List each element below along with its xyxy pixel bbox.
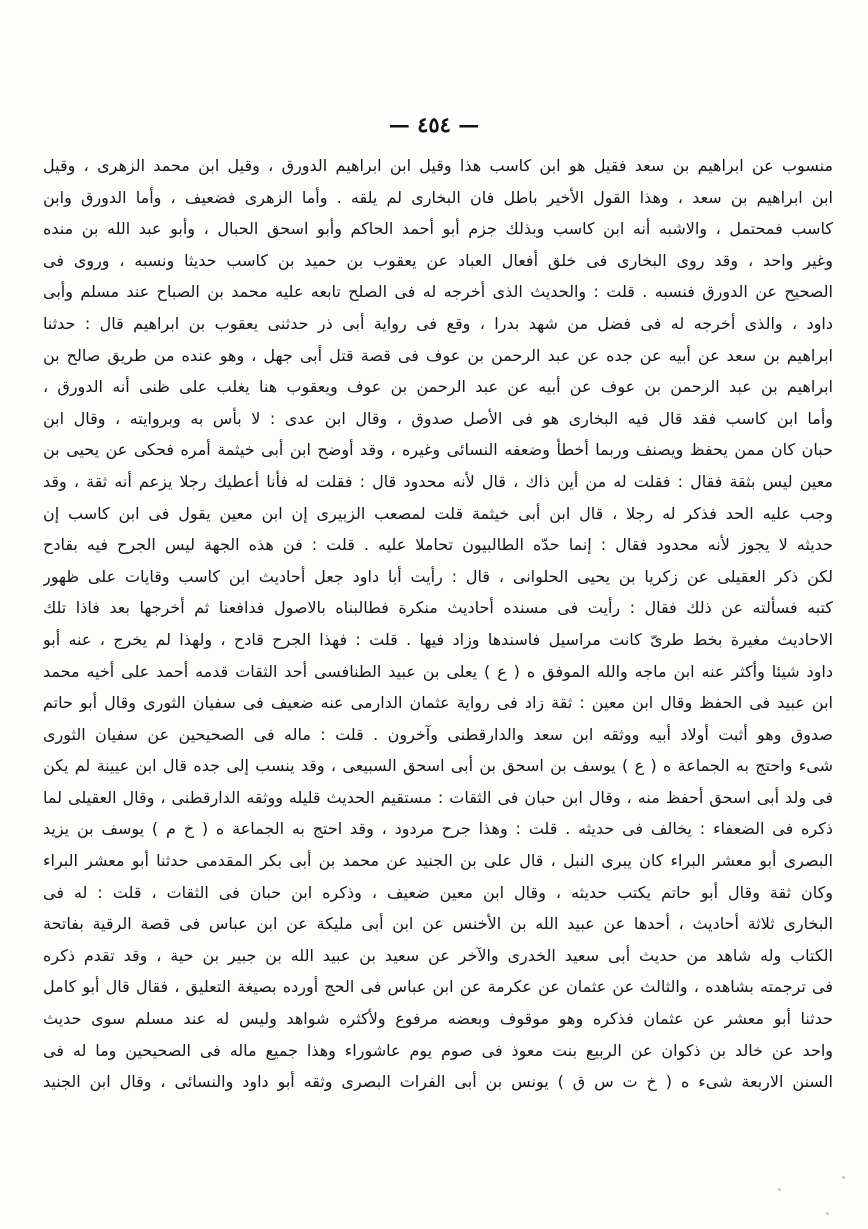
text-line: البصرى أبو معشر البراء كان يبرى النبل ، قال على بن الجنيد عن محمد بن أبى بكر المقدمى حدثنا أبو معشر البراء <box>43 851 833 871</box>
page-number: — ٤٥٤ — <box>388 112 480 137</box>
text-line: البخارى ثلاثة أحاديث ، أحدها عن عبيد الله بن الأخنس عن ابن أبى مليكة عن ابن عباس فى قصة الرقية بفاتحة <box>43 914 833 934</box>
text-line: داود ، والذى أخرجه له فى فضل من شهد بدرا ، وقع فى رواية أبى ذر حدثنى يعقوب بن ابراهيم قال : حدثنا <box>43 313 833 333</box>
text-line: فى ترجمته بشاهده ، والثالث عن عثمان عن عكرمة عن ابن عباس فى الحج أورده بصيغة التعليق ، فقال قال أبو كامل <box>43 977 833 997</box>
scan-speck <box>842 1176 845 1179</box>
text-line: ابن ابراهيم بن سعد ، وهذا القول الأخير باطل فان البخارى لم يلقه . وأما الزهرى فضعيف ، وأما الدورق وابن <box>43 187 833 207</box>
text-line: ذكره فى الضعفاء : يخالف فى حديثه . قلت : وهذا جرح مردود ، وقد احتج به الجماعة ه ( خ م ) يوسف بن يزيد <box>43 819 833 839</box>
scan-speck <box>826 1212 829 1215</box>
text-line: حدثنا أبو معشر عن عثمان فذكره وهو موقوف وبعضه مرفوع ولأكثره شواهد وليس له عند مسلم سوى حديث <box>43 1009 833 1029</box>
text-line: واحد عن خالد بن ذكوان عن الربيع بنت معوذ فى صوم يوم عاشوراء وهذا جميع ماله فى الصحيحين وما له فى <box>43 1040 833 1060</box>
text-line: السنن الاربعة شىء ه ( خ ت س ق ) يونس بن أبى الفرات البصرى وثقه أبو داود والنسائى ، وقال ابن الجنيد <box>43 1072 833 1092</box>
text-line: شىء واحتج به الجماعة ه ( ع ) يوسف بن اسحق بن أبى اسحق السبيعى ، وقد ينسب إلى جده قال ابن عيينة لم يكن <box>43 756 833 776</box>
text-line: الكتاب وله شاهد من حديث أبى سعيد الخدرى والآخر عن سعيد بن عبيد الله بن جبير بن حية ، وقد تقدم ذكره <box>43 945 833 965</box>
text-line: داود شيئا وأكثر عنه ابن ماجه والله الموفق ه ( ع ) يعلى بن عبيد الطنافسى أحد الثقات قدمه أحمد على أخيه محمد <box>43 661 833 681</box>
text-line: لكن ذكر العقيلى عن زكريا بن يحيى الحلوانى ، قال : رأيت أبا داود جعل أحاديث ابن كاسب وقايات على ظهور <box>43 566 833 586</box>
text-line: الاحاديث مغيرة بخط طرىّ كانت مراسيل فاسندها وزاد فيها . قلت : فهذا الجرح قادح ، ولهذا لم يخرج ، عنه أبو <box>43 629 833 649</box>
text-line: حبان كان ممن يحفظ ويصنف وربما أخطأ وضعفه النسائى وغيره ، وقد أوضح ابن أبى خيثمة أمره فحكى عن يحيى بن <box>43 440 833 460</box>
text-line: صدوق وهو أثبت أولاد أبيه ووثقه ابن سعد والدارقطنى وآخرون . قلت : ماله فى الصحيحين عن سفيان الثورى <box>43 724 833 744</box>
text-line: وجب عليه الحد فذكر له رجلا ، قال ابن أبى خيثمة قلت لمصعب الزبيرى إن ابن معين يقول فى ابن كاسب إن <box>43 503 833 523</box>
text-line: الصحيح عن الدورق فنسبه . قلت : والحديث الذى أخرجه له فى الصلح تابعه عليه محمد بن الصباح عند مسلم وأبى <box>43 282 833 302</box>
text-line: وأما ابن كاسب فقد قال فيه البخارى هو فى الأصل صدوق ، وقال ابن عدى : لا بأس به وبروايته ، وقال ابن <box>43 408 833 428</box>
text-line: ابن عبيد فى الحفظ وقال ابن معين : ثقة زاد فى رواية عثمان الدارمى عنه ضعيف فى سفيان الثورى وقال أبو حاتم <box>43 693 833 713</box>
text-line: ابراهيم بن سعد عن أبيه عن جده عن عبد الرحمن بن عوف فى قصة قتل أبى جهل ، وهو عنده من طريق صالح بن <box>43 345 833 365</box>
text-line: وكان ثقة وقال أبو حاتم يكتب حديثه ، وقال ابن معين ضعيف ، وذكره ابن حبان فى الثقات ، قلت : له فى <box>43 882 833 902</box>
text-line: معين ليس بثقة فقال : فقلت له من أين ذاك ، قال لأنه محدود قال : فقلت له فأنا أعطيك رجلا يزعم أنه ثقة ، وقد <box>43 471 833 491</box>
text-line: منسوب عن ابراهيم بن سعد فقيل هو ابن كاسب هذا وقيل ابن ابراهيم الدورق ، وقيل ابن محمد الزهرى ، وقيل <box>43 156 833 175</box>
text-line: ابراهيم بن عبد الرحمن بن عوف عن أبيه عن عبد الرحمن بن عوف ويعقوب هنا يغلب على ظنى أنه الدورق ، <box>43 377 833 397</box>
text-line: فى ولد أبى اسحق أحفظ منه ، وقال ابن حبان فى الثقات : مستقيم الحديث قليله ووثقه الدارقطنى ، وقال العقيلى لما <box>43 787 833 807</box>
text-line: كتبه فسألته عن ذلك فقال : رأيت فى مسنده أحاديث منكرة فطالبناه بالاصول فدافعنا ثم أخرجها بعد فاذا تلك <box>43 598 833 618</box>
body-text <box>43 150 833 1098</box>
text-line: وغير واحد ، وقد روى البخارى فى خلق أفعال العباد عن يعقوب بن حميد بن كاسب حديثا ونسبه ، وروى فى <box>43 250 833 270</box>
text-line: حديثه لا يجوز لأنه محدود فقال : إنما حدّه الطالبيون تحاملا عليه . قلت : فن هذه الجهة ليس الجرح فيه بقادح <box>43 535 833 555</box>
scan-speck <box>778 1188 781 1191</box>
text-line: كاسب فمحتمل ، والاشبه أنه ابن كاسب وبذلك جزم أبو أحمد الحاكم وأبو اسحق الحبال ، وأبو عبد الله بن منده <box>43 219 833 239</box>
